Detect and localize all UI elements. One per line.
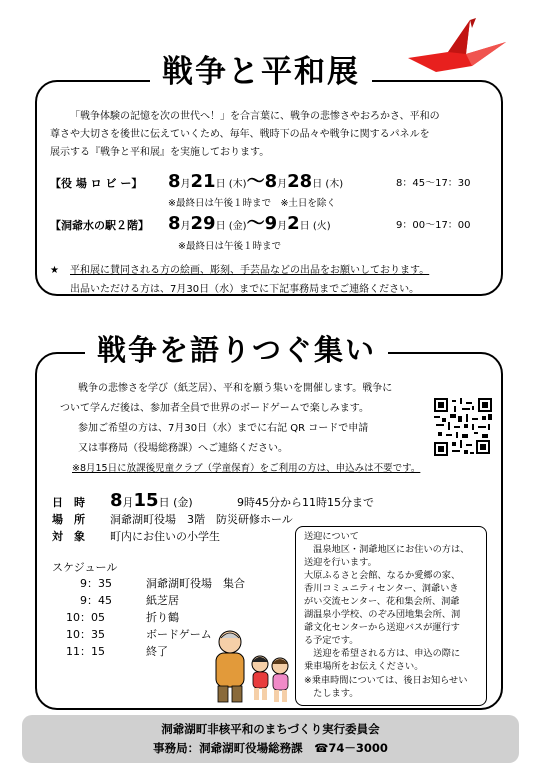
shuttle-line: 送迎を行います。	[304, 557, 377, 568]
shuttle-line: る予定です。	[304, 635, 359, 646]
organizer-contact: 事務局：洞爺湖町役場総務課 ☎74－3000	[153, 741, 388, 755]
schedule-item: 洞爺湖町役場 集合	[146, 577, 245, 590]
shuttle-line: 温泉地区・洞爺地区にお住いの方は、	[304, 544, 470, 555]
shuttle-line: 乗車場所をお伝えください。	[304, 661, 424, 672]
venue-dates-station: 8月29日 (金)～9月2日 (火)	[168, 213, 331, 234]
schedule-time: 9：35	[80, 577, 112, 590]
date-label: 日 時	[52, 496, 85, 509]
schedule-time: 10：05	[66, 611, 105, 624]
schedule-item: ボードゲーム	[146, 628, 212, 641]
shuttle-line: 爺文化センターから送迎バスが運行す	[304, 622, 460, 633]
paper-crane-icon	[408, 18, 508, 73]
gakudo-notice: ※8月15日に放課後児童クラブ（学童保育）をご利用の方は、申込みは不要です。	[72, 463, 421, 474]
organizer-footer	[22, 715, 519, 763]
schedule-label: スケジュール	[52, 561, 118, 574]
date-value: 8月15日 (金)	[110, 490, 193, 511]
shuttle-line: 香川コミュニティセンター、洞爺いき	[304, 583, 459, 594]
schedule-item: 終了	[146, 645, 168, 658]
venue-time-lobby: 8：45～17：30	[396, 178, 471, 189]
gathering-intro-1: 戦争の悲惨さを学び（紙芝居）、平和を願う集いを開催します。戦争に	[78, 383, 393, 394]
venue-dates-lobby: 8月21日 (木)～8月28日 (木)	[168, 171, 344, 192]
exhibition-intro-2: 尊さや大切さを後世に伝えていくため、毎年、戦時下の品々や戦争に関するパネルを	[50, 129, 430, 140]
exhibition-intro-3: 展示する『戦争と平和展』を実施しております。	[50, 147, 270, 158]
target-value: 町内にお住いの小学生	[110, 530, 220, 543]
venue-time-station: 9：00～17：00	[396, 220, 471, 231]
schedule-item: 折り鶴	[146, 611, 179, 624]
schedule-time: 11：15	[66, 645, 105, 658]
venue-label-lobby: 【役 場 ロ ビ ー】	[50, 177, 143, 190]
schedule-time: 9：45	[80, 594, 112, 607]
grandparent-children-illustration	[208, 628, 292, 704]
venue-note-station: ※最終日は午後１時まで	[178, 241, 281, 252]
shuttle-line: 送迎を希望される方は、申込の際に	[304, 648, 461, 659]
exhibition-title: 戦争と平和展	[150, 52, 372, 92]
shuttle-line: 大原ふるさと会館、なるか愛郷の家、	[304, 570, 461, 581]
shuttle-line: 湖温泉小学校、のぞみ団地集会所、洞	[304, 609, 461, 620]
schedule-time: 10：35	[66, 628, 105, 641]
qr-code-icon[interactable]	[434, 398, 492, 456]
place-value: 洞爺湖町役場 3階 防災研修ホール	[110, 513, 293, 526]
shuttle-line: たします。	[304, 688, 359, 699]
venue-note-lobby: ※最終日は午後１時まで ※土日を除く	[168, 198, 336, 209]
exhibition-intro-1: 「戦争体験の記憶を次の世代へ！」を合言葉に、戦争の悲惨さやおろかさ、平和の	[70, 111, 440, 122]
exhibit-request-line2: 出品いただける方は、7月30日（水）までに下記事務局までご連絡ください。	[70, 284, 420, 295]
shuttle-line: がい交流センター、花和集会所、洞爺	[304, 596, 460, 607]
star-icon: ★	[50, 265, 59, 276]
date-time: 9時45分から11時15分まで	[237, 496, 374, 509]
organizer-name: 洞爺湖町非核平和のまちづくり実行委員会	[161, 722, 380, 736]
target-label: 対 象	[52, 530, 85, 543]
gathering-title: 戦争を語りつぐ集い	[85, 330, 388, 370]
gathering-intro-4: 又は事務局（役場総務課）へご連絡ください。	[78, 443, 288, 454]
gathering-intro-3: 参加ご希望の方は、7月30日（水）までに右記 QR コードで申請	[78, 423, 369, 434]
exhibit-request-line1: 平和展に賛同される方の絵画、彫刻、手芸品などの出品をお願いしております。	[70, 265, 430, 276]
place-label: 場 所	[52, 513, 85, 526]
venue-label-station: 【洞爺水の駅２階】	[50, 219, 149, 232]
shuttle-line: ※乗車時間については、後日お知らせい	[304, 675, 468, 686]
schedule-item: 紙芝居	[146, 594, 179, 607]
gathering-intro-2: ついて学んだ後は、参加者全員で世界のボードゲームで楽しみます。	[60, 403, 369, 414]
shuttle-line: 送迎について	[304, 531, 359, 542]
